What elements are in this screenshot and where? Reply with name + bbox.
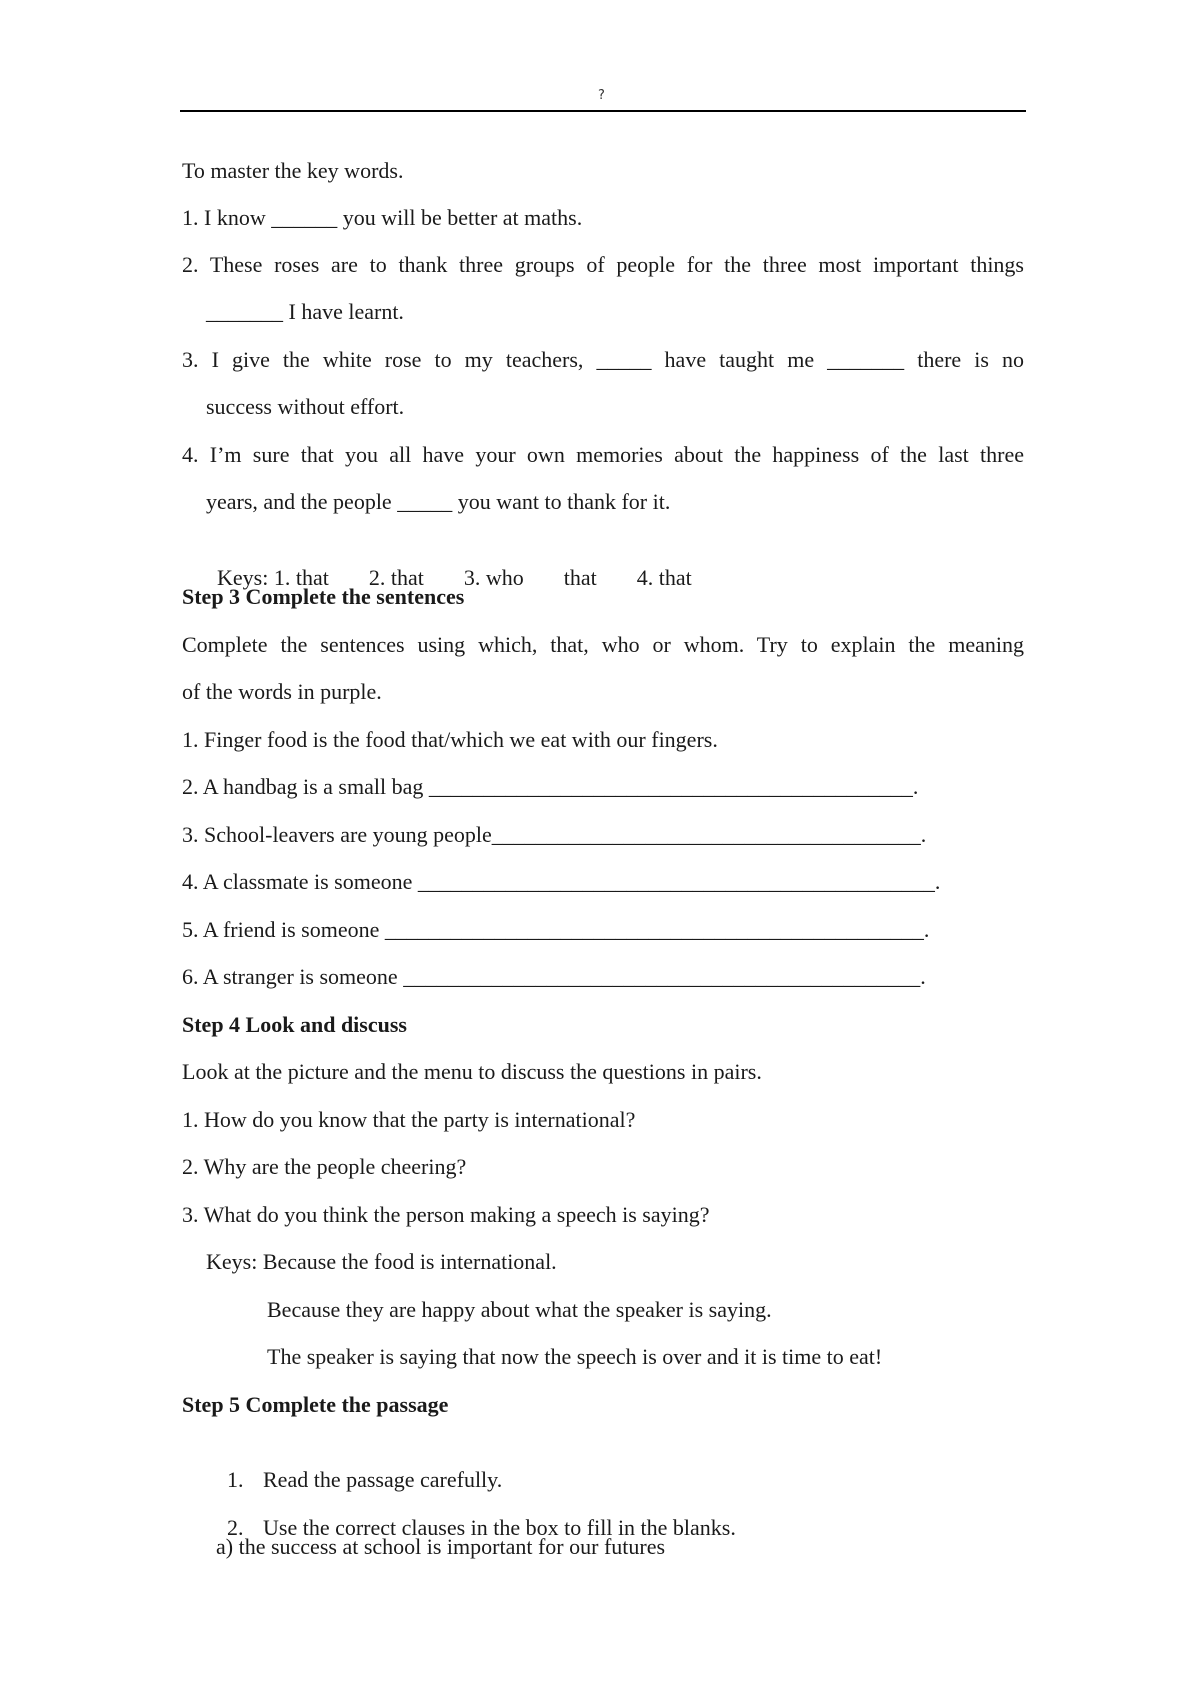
step4-question-1: 1. How do you know that the party is international? [182, 1107, 636, 1132]
step3-item-6: 6. A stranger is someone _______________________________________________. [182, 964, 926, 989]
key-item: 4. that [636, 565, 692, 590]
key-item: 2. that [368, 565, 424, 590]
step4-keys: Keys: Because the food is international. [206, 1249, 557, 1274]
header-mark: ? [598, 88, 605, 103]
step3-item-3: 3. School-leavers are young people_______________________________________. [182, 822, 927, 847]
key-item: that [563, 565, 597, 590]
step3-title: Step 3 Complete the sentences [182, 584, 465, 609]
keyword-item-3: 3. I give the white rose to my teachers, _____ have taught me _______ there is no [182, 347, 1024, 372]
key-item: 3. who [463, 565, 524, 590]
step3-item-4: 4. A classmate is someone _______________________________________________. [182, 869, 941, 894]
keyword-item-4: 4. I’m sure that you all have your own memories about the happiness of the last three [182, 442, 1024, 467]
list-text: Use the correct clauses in the box to fill in the blanks. [263, 1515, 736, 1540]
keywords-intro: To master the key words. [182, 158, 404, 183]
keyword-item-3-cont: success without effort. [206, 394, 405, 419]
step3-instruction: Complete the sentences using which, that, who or whom. Try to explain the meaning [182, 632, 1024, 657]
list-number: 1. [227, 1467, 244, 1492]
keyword-item-2-cont: _______ I have learnt. [206, 299, 404, 324]
step4-key-2: Because they are happy about what the speaker is saying. [267, 1297, 772, 1322]
step3-item-5: 5. A friend is someone _________________________________________________. [182, 917, 930, 942]
step4-question-2: 2. Why are the people cheering? [182, 1154, 467, 1179]
list-text: Read the passage carefully. [263, 1467, 503, 1492]
step5-title: Step 5 Complete the passage [182, 1392, 449, 1417]
keyword-item-4-cont: years, and the people _____ you want to thank for it. [206, 489, 671, 514]
keyword-item-2: 2. These roses are to thank three groups of people for the three most important things [182, 252, 1024, 277]
step4-instruction: Look at the picture and the menu to discuss the questions in pairs. [182, 1059, 762, 1084]
list-number: 2. [227, 1515, 244, 1540]
step3-item-2: 2. A handbag is a small bag ____________________________________________. [182, 774, 919, 799]
keyword-item-1: 1. I know ______ you will be better at maths. [182, 205, 583, 230]
step4-question-3: 3. What do you think the person making a speech is saying? [182, 1202, 710, 1227]
step4-key-3: The speaker is saying that now the speech is over and it is time to eat! [267, 1344, 883, 1369]
step5-option-a: a) the success at school is important for our futures [216, 1534, 666, 1559]
step3-instruction-cont: of the words in purple. [182, 679, 382, 704]
keys-label: Keys: 1. that [217, 565, 329, 590]
step3-item-1: 1. Finger food is the food that/which we eat with our fingers. [182, 727, 718, 752]
header-rule [180, 110, 1026, 112]
step4-title: Step 4 Look and discuss [182, 1012, 407, 1037]
